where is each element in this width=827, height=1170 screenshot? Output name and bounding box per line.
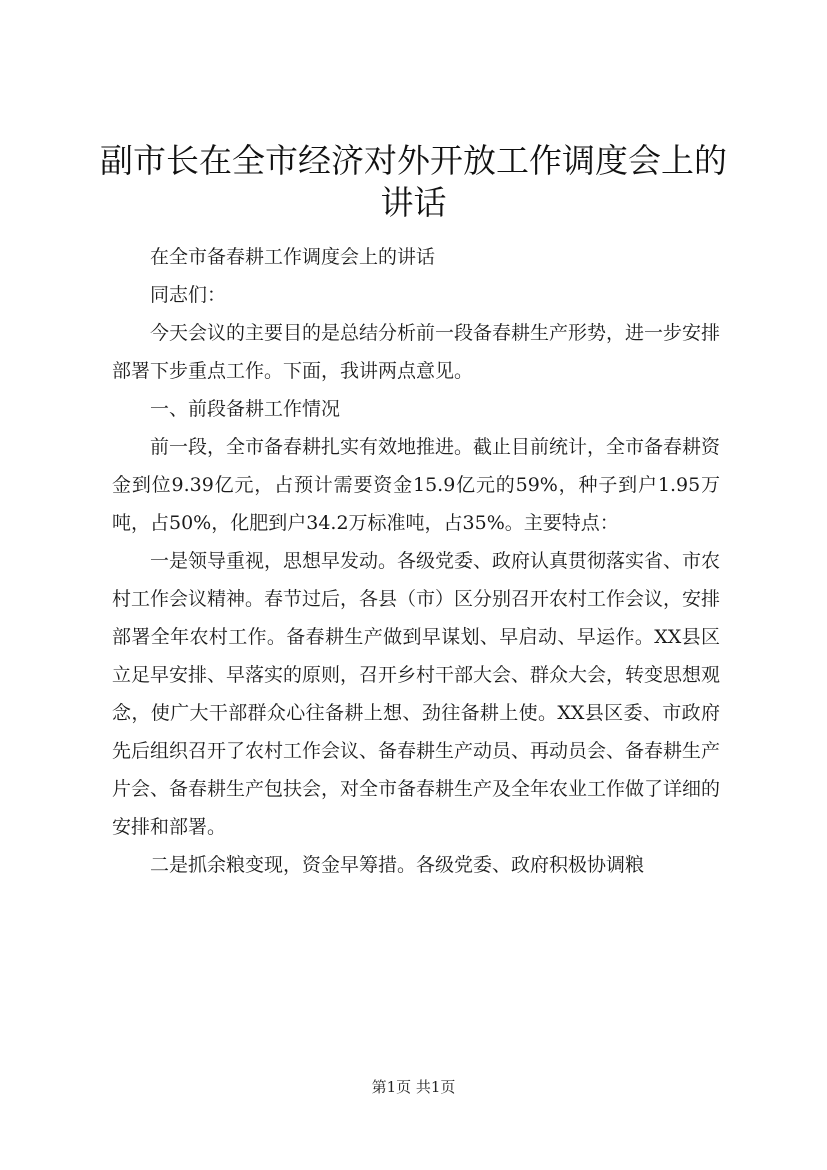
statistics-paragraph: 前一段，全市备春耕扎实有效地推进。截止目前统计，全市备春耕资金到位9.39亿元，占预计需要资金15.9亿元的59%，种子到户1.95万吨，占50%，化肥到户34.2万标准吨，占35%。主要特点： — [112, 436, 721, 534]
document-body — [112, 238, 720, 884]
intro-paragraph: 今天会议的主要目的是总结分析前一段备春耕生产形势，进一步安排部署下步重点工作。下面，我讲两点意见。 — [112, 322, 721, 382]
section-heading: 一、前段备耕工作情况 — [150, 398, 341, 420]
point-two-paragraph: 二是抓余粮变现，资金早筹措。各级党委、政府积极协调粮 — [150, 854, 645, 876]
page-footer — [0, 1077, 827, 1097]
point-one-paragraph: 一是领导重视，思想早发动。各级党委、政府认真贯彻落实省、市农村工作会议精神。春节过后，各县（市）区分别召开农村工作会议，安排部署全年农村工作。备春耕生产做到早谋划、早启动、早运作。XX县区立足早安排、早落实的原则，召开乡村干部大会、群众大会，转变思想观念，使广大干部群众心往备耕上想、劲往备耕上使。XX县区委、市政府先后组织召开了农村工作会议、备春耕生产动员、再动员会、备春耕生产片会、备春耕生产包扶会，对全市备春耕生产及全年农业工作做了详细的安排和部署。 — [112, 550, 721, 838]
salutation-paragraph: 同志们： — [150, 284, 227, 306]
subtitle-paragraph: 在全市备春耕工作调度会上的讲话 — [150, 246, 436, 268]
page-number: 第1页 共1页 — [371, 1078, 456, 1096]
document-title: 副市长在全市经济对外开放工作调度会上的讲话 — [100, 141, 727, 222]
